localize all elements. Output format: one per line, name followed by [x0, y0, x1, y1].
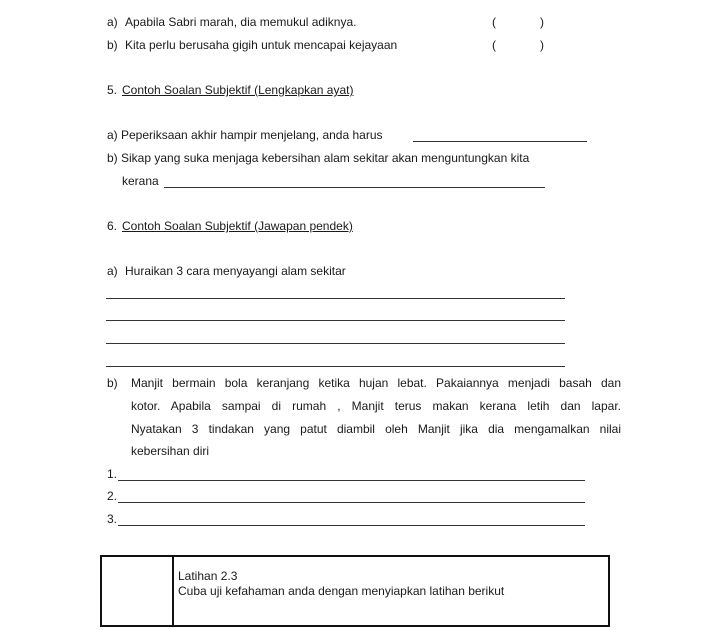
s6-item-a-answer-line-2[interactable] — [106, 320, 565, 321]
s6-answer-3-label: 3. — [107, 512, 118, 526]
s5-item-a: a) Peperiksaan akhir hampir menjelang, anda harus — [107, 128, 383, 142]
s5-item-b-line1: b) Sikap yang suka menjaga kebersihan alam sekitar akan menguntungkan kita — [107, 151, 530, 165]
s6-number: 6. — [107, 219, 118, 233]
s6-item-b-label: b) — [107, 376, 118, 390]
s6-item-a-text: Huraikan 3 cara menyayangi alam sekitar — [125, 264, 346, 278]
s6-answer-2-label: 2. — [107, 489, 118, 503]
s4-item-a-text: Apabila Sabri marah, dia memukul adiknya. — [125, 15, 357, 29]
s4-item-a-bracket-close: ) — [540, 15, 544, 29]
s4-item-b-label: b) — [107, 38, 118, 52]
s6-answer-1-label: 1. — [107, 467, 118, 481]
s6-item-b-line4: kebersihan diri — [131, 444, 210, 458]
s6-answer-2-line[interactable] — [118, 502, 585, 503]
latihan-box — [100, 555, 610, 627]
s5-number: 5. — [107, 83, 118, 97]
s4-item-b-bracket-open: ( — [492, 38, 496, 52]
s4-item-b-text: Kita perlu berusaha gigih untuk mencapai kejayaan — [125, 38, 398, 52]
s6-answer-3-line[interactable] — [118, 525, 585, 526]
s6-heading: Contoh Soalan Subjektif (Jawapan pendek) — [122, 219, 353, 233]
s6-item-b-line3: Nyatakan 3 tindakan yang patut diambil oleh Manjit jika dia mengamalkan nilai — [131, 422, 621, 436]
s6-item-a-answer-line-1[interactable] — [106, 298, 565, 299]
s6-item-a-answer-line-3[interactable] — [106, 343, 565, 344]
s6-answer-1-line[interactable] — [118, 480, 585, 481]
latihan-title: Latihan 2.3 — [178, 569, 238, 583]
s4-item-a-label: a) — [107, 15, 118, 29]
s5-item-a-answer-line[interactable] — [413, 141, 587, 142]
s6-item-a-label: a) — [107, 264, 118, 278]
s5-item-b-answer-line[interactable] — [164, 187, 545, 188]
s5-heading: Contoh Soalan Subjektif (Lengkapkan ayat) — [122, 83, 354, 97]
s6-item-a-answer-line-4[interactable] — [106, 366, 565, 367]
s6-item-b-line2: kotor. Apabila sampai di rumah , Manjit terus makan kerana letih dan lapar. — [131, 399, 621, 413]
s6-item-b-line1: Manjit bermain bola keranjang ketika hujan lebat. Pakaiannya menjadi basah dan — [131, 376, 621, 390]
latihan-box-divider — [172, 557, 174, 625]
s4-item-b-bracket-close: ) — [540, 38, 544, 52]
s5-item-b-line2: kerana — [122, 174, 159, 188]
s4-item-a-bracket-open: ( — [492, 15, 496, 29]
latihan-instruction: Cuba uji kefahaman anda dengan menyiapkan latihan berikut — [178, 584, 505, 598]
